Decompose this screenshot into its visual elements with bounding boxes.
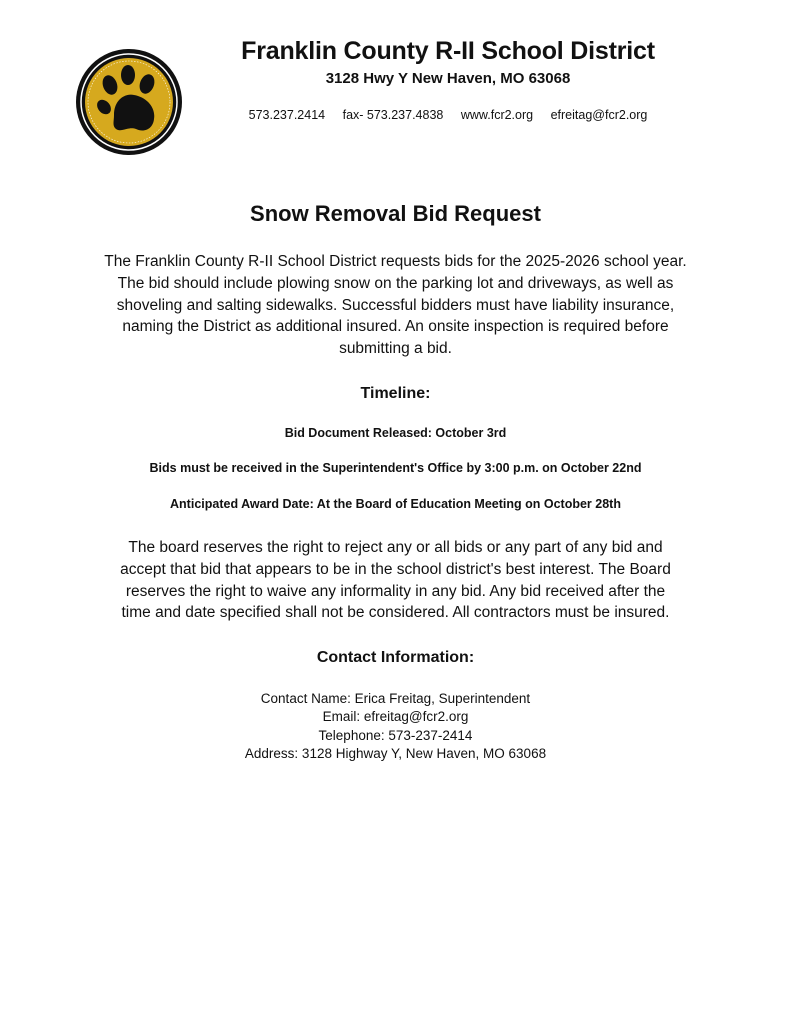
header-contact-line: [200, 107, 696, 123]
intro-line: The bid should include plowing snow on the parking lot and driveways, as well as: [117, 274, 674, 292]
header-website-link[interactable]: www.fcr2.org: [460, 108, 534, 122]
contact-heading: Contact Information:: [316, 649, 475, 666]
document-title: Snow Removal Bid Request: [250, 201, 541, 226]
reserve-line: reserves the right to waive any informality in any bid. Any bid received after the: [125, 582, 666, 600]
header-email-link[interactable]: efreitag@fcr2.org: [550, 108, 648, 122]
timeline-item: Anticipated Award Date: At the Board of Education Meeting on October 28th: [170, 497, 621, 511]
district-address: 3128 Hwy Y New Haven, MO 63068: [325, 70, 571, 87]
reserve-line: time and date specified shall not be considered. All contractors must be insured.: [121, 604, 670, 622]
intro-line: shoveling and salting sidewalks. Successful bidders must have liability insurance,: [116, 296, 675, 314]
timeline-heading: Timeline:: [360, 385, 431, 402]
header-phone: 573.237.2414: [248, 108, 326, 122]
timeline-item: Bids must be received in the Superintendent's Office by 3:00 p.m. on October 22nd: [149, 461, 642, 475]
contact-address: Address: 3128 Highway Y, New Haven, MO 63068: [244, 745, 547, 761]
reserve-line: The board reserves the right to reject any or all bids or any part of any bid and: [128, 539, 663, 556]
district-name: Franklin County R-II School District: [241, 37, 655, 65]
reserve-line: accept that bid that appears to be in the school district's best interest. The Board: [120, 560, 671, 578]
intro-line: The Franklin County R-II School District requests bids for the 2025-2026 school year.: [104, 253, 687, 270]
contact-name: Contact Name: Erica Freitag, Superintendent: [260, 691, 531, 706]
intro-paragraph: [0, 251, 791, 360]
reservation-paragraph: [0, 537, 791, 624]
intro-line: submitting a bid.: [339, 340, 452, 358]
header-fax: fax- 573.237.4838: [342, 108, 444, 122]
contact-email: Email: efreitag@fcr2.org: [322, 709, 469, 725]
paw-logo-icon: [74, 47, 184, 157]
contact-info: [0, 690, 791, 763]
timeline-item: Bid Document Released: October 3rd: [284, 426, 507, 440]
contact-telephone: Telephone: 573-237-2414: [318, 727, 473, 743]
intro-line: naming the District as additional insured. An onsite inspection is required before: [122, 318, 669, 336]
